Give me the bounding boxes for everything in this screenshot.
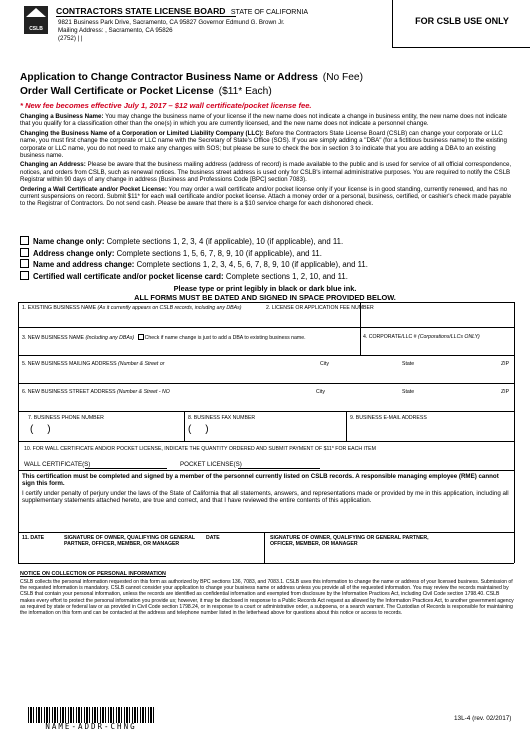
title-line-2-text: Order Wall Certificate or Pocket License bbox=[20, 86, 214, 97]
field-5-note: (Number & Street or bbox=[118, 361, 165, 367]
field-6-label[interactable] bbox=[22, 389, 170, 395]
dated-note: ALL FORMS MUST BE DATED AND SIGNED IN SPACE PROVIDED BELOW. bbox=[134, 293, 396, 302]
field-4-label[interactable] bbox=[363, 334, 480, 340]
title-line-1-text: Application to Change Contractor Business Name or Address bbox=[20, 72, 318, 83]
field-5-text: 5. NEW BUSINESS MAILING ADDRESS bbox=[22, 361, 117, 367]
checklist-label: Name change only: bbox=[33, 237, 105, 246]
instruction-corp-text: Before the Contractors State License Board (CSLB) can change your corporate or LLC name, you must first change the corporate or LLC name with the Secretary of State's Office (SOS). If you are simply adding a "DBA" (for a fictitious business name) to the existing corporate or LLC name, you do not need to make any changes with SOS; but please be sure to check the box in section 3 to indicate that you are adding a DBA to an existing business name. bbox=[20, 129, 507, 160]
form-divider bbox=[346, 411, 347, 441]
checkbox-icon[interactable] bbox=[20, 259, 29, 268]
field-3-text: 3. NEW BUSINESS NAME bbox=[22, 335, 84, 341]
form-rule bbox=[18, 441, 514, 442]
title-line-2 bbox=[20, 86, 272, 97]
field-3-label[interactable] bbox=[22, 334, 306, 341]
field-8-label[interactable]: 8. BUSINESS FAX NUMBER bbox=[188, 415, 256, 421]
instruction-address-heading: Changing an Address: bbox=[20, 161, 86, 169]
state-text: STATE OF CALIFORNIA bbox=[230, 9, 309, 16]
wall-cert-label[interactable]: WALL CERTIFICATE(S) bbox=[24, 461, 91, 468]
board-name-text: CONTRACTORS STATE LICENSE BOARD bbox=[56, 6, 226, 16]
checklist bbox=[20, 236, 516, 282]
form-rule bbox=[18, 355, 514, 356]
checkbox-icon[interactable] bbox=[20, 271, 29, 280]
office-use-box bbox=[392, 0, 530, 48]
checklist-label: Address change only: bbox=[33, 248, 115, 258]
instruction-order-text: You may order a wall certificate and/or pocket license only if your license is in good standing, currently renewed, and has no current suspensions on record. Submit $11* for each wall certificate and/or pocket license. Attach a money order or a personal, business, certified, or cashier's check made payable to the Registrar of Contractors. Do not send cash. Please be aware that there is a $10 service charge for each dishonored check. bbox=[20, 185, 512, 208]
instruction-name-heading: Changing a Business Name: bbox=[20, 113, 104, 120]
instruction-corp bbox=[20, 130, 516, 160]
checklist-item[interactable] bbox=[20, 259, 516, 271]
address-line: 9821 Business Park Drive, Sacramento, CA 95827 Governor Edmund G. Brown Jr. bbox=[58, 19, 285, 26]
checkbox-icon[interactable] bbox=[20, 236, 29, 245]
field-5-label[interactable] bbox=[22, 361, 164, 367]
checklist-item[interactable] bbox=[20, 236, 516, 248]
field-1-label[interactable] bbox=[22, 305, 241, 311]
board-name bbox=[56, 6, 308, 16]
privacy-heading: NOTICE ON COLLECTION OF PERSONAL INFORMATION bbox=[20, 571, 166, 577]
logo-text: CSLB bbox=[29, 26, 43, 32]
field-2-label[interactable]: 2. LICENSE OR APPLICATION FEE NUMBER bbox=[266, 305, 374, 311]
fax-area-code: ( ) bbox=[188, 424, 209, 435]
title-line-2-fee: ($11* Each) bbox=[218, 86, 272, 97]
field-3-note: (Including any DBAs) bbox=[85, 335, 135, 341]
dba-check-text: Check if name change is just to add a DBA to existing business name. bbox=[144, 335, 306, 341]
field-9-label[interactable]: 9. BUSINESS E-MAIL ADDRESS bbox=[350, 415, 427, 421]
phone-line: (2752) | | bbox=[58, 35, 83, 42]
checklist-label: Name and address change: bbox=[33, 260, 135, 270]
instruction-name bbox=[20, 113, 516, 128]
instructions bbox=[20, 113, 516, 208]
zip-label: ZIP bbox=[501, 361, 510, 367]
print-note: Please type or print legibly in black or dark blue ink. bbox=[173, 284, 357, 293]
fee-notice: * New fee becomes effective July 1, 2017 – $12 wall certificate/pocket license fee. bbox=[20, 101, 312, 110]
form-rule bbox=[18, 383, 514, 384]
cslb-logo-icon bbox=[24, 6, 48, 34]
barcode-icon bbox=[28, 707, 154, 723]
form-divider bbox=[264, 532, 265, 563]
field-10-label: 10. FOR WALL CERTIFICATE AND/OR POCKET LICENSE, INDICATE THE QUANTITY ORDERED AND SUBMIT PAYMENT OF $11* FOR EACH ITEM bbox=[24, 446, 376, 452]
field-6-note: (Number & Street - NO bbox=[117, 389, 170, 395]
office-use-label: FOR CSLB USE ONLY bbox=[415, 16, 509, 26]
certification-text: I certify under penalty of perjury under the laws of the State of California that all statements, answers, and representations made or provided by me in this application, including all supplementary statements attached hereto, are true and correct, and that I have reviewed the entire contents of this application. bbox=[22, 490, 509, 505]
checklist-label: Certified wall certificate and/or pocket license card: bbox=[33, 271, 224, 281]
phone-area-code: ( ) bbox=[30, 424, 51, 435]
city-label: City bbox=[316, 389, 325, 395]
instruction-order-heading: Ordering a Wall Certificate and/or Pocket License: bbox=[20, 185, 167, 193]
signature-2-label[interactable]: SIGNATURE OF OWNER, QUALIFYING OR GENERAL PARTNER, OFFICER, MEMBER, OR MANAGER bbox=[270, 535, 429, 547]
checklist-text: Complete sections 1, 2, 3, 4 (if applicable), 10 (if applicable), and 11. bbox=[104, 237, 344, 246]
form-rule bbox=[18, 532, 514, 533]
barcode-text: NAME-ADDR-CHNG bbox=[45, 722, 137, 731]
signature-1-label[interactable]: SIGNATURE OF OWNER, QUALIFYING OR GENERAL PARTNER, OFFICER, MEMBER, OR MANAGER bbox=[64, 535, 195, 547]
pocket-license-label[interactable]: POCKET LICENSE(S) bbox=[180, 461, 242, 468]
privacy-text: CSLB collects the personal information requested on this form as authorized by BPC sections 136, 7083, and 7083.1. CSLB uses this information to change the name or address of your licensed business. Submission of the requested information is mandatory. CSLB cannot consider your application to change your business name or address unless you provide all of the requested information. You may review the records maintained by CSLB that contain your personal information, unless the records are identified as confidential information and exempted from disclosure by the Information Practices Act, including Civil Code section 1798.40. CSLB makes every effort to protect the personal information you provide us; however, it may be disclosed in response to a Public Records Act request as allowed by the Information Practices Act, to another government agency as required by state or federal law or as provided in Civil Code section 1798.24, or in response to a court or administrative order, a subpoena, or a search warrant. The Custodian of Records is responsible for maintaining the information on this form and can be contacted at the address and telephone number listed in the letterhead above for questions about this notice or access to records. bbox=[20, 579, 514, 617]
instruction-order bbox=[20, 186, 516, 208]
field-1-text: 1. EXISTING BUSINESS NAME bbox=[22, 305, 97, 311]
certification-bold: This certification must be completed and signed by a member of the personnel currently listed on CSLB records. A responsible managing employee (RME) cannot sign this form. bbox=[22, 473, 499, 488]
title-line-1-fee: (No Fee) bbox=[322, 72, 363, 83]
state-label: State bbox=[402, 361, 415, 367]
form-rule bbox=[18, 411, 514, 412]
title-line-1 bbox=[20, 72, 363, 83]
checkbox-icon[interactable] bbox=[20, 248, 29, 257]
checklist-text: Complete sections 1, 2, 10, and 11. bbox=[223, 271, 348, 281]
form-rule bbox=[18, 327, 514, 328]
field-4-note: (Corporations/LLCs ONLY) bbox=[417, 334, 480, 340]
field-7-label[interactable]: 7. BUSINESS PHONE NUMBER bbox=[28, 415, 104, 421]
header-rule bbox=[56, 16, 236, 17]
checklist-item[interactable] bbox=[20, 248, 516, 260]
form-rule bbox=[18, 563, 514, 564]
instruction-corp-heading: Changing the Business Name of a Corporation or Limited Liability Company (LLC): bbox=[20, 129, 264, 137]
pocket-license-line bbox=[238, 468, 320, 469]
field-4-text: 4. CORPORATE/LLC # bbox=[363, 334, 417, 340]
wall-cert-line bbox=[85, 468, 167, 469]
checklist-text: Complete sections 1, 5, 6, 7, 8, 9, 10 (if applicable), and 11. bbox=[114, 248, 322, 258]
checklist-item[interactable] bbox=[20, 271, 516, 283]
field-1-note: (As it currently appears on CSLB records, including any DBAs) bbox=[97, 305, 242, 311]
date-2-label: DATE bbox=[206, 535, 220, 541]
instruction-address bbox=[20, 161, 516, 183]
city-label: City bbox=[320, 361, 329, 367]
form-rule bbox=[18, 470, 514, 471]
instruction-address-text: Please be aware that the business mailing address (address of record) is made available to the public and is used for service of all official correspondence, notices, and orders from CSLB, such as renewal notices. The business street address is used only for CSLB's internal administrative purposes. You are required to notify the CSLB Registrar within 90 days of any change in address (Business and Professions Code [BPC] section 7083). bbox=[20, 161, 512, 184]
field-6-text: 6. NEW BUSINESS STREET ADDRESS bbox=[22, 389, 116, 395]
instruction-name-text: You may change the business name of your license if the new name does not indicate a change in business entity, the new name does not indicate that you qualify for a classification other than the one(s) in which you are currently licensed, and the new name does not indicate a personnel change. bbox=[20, 113, 507, 128]
field-11-label: 11. DATE bbox=[22, 535, 45, 541]
form-id: 13L-4 (rev. 02/2017) bbox=[454, 715, 512, 722]
state-label: State bbox=[402, 389, 415, 395]
dba-checkbox[interactable] bbox=[138, 334, 144, 340]
zip-label: ZIP bbox=[501, 389, 510, 395]
form-border-right bbox=[514, 302, 515, 563]
form-rule bbox=[18, 302, 514, 303]
form-border-left bbox=[18, 302, 19, 563]
form-divider bbox=[184, 411, 185, 441]
checklist-text: Complete sections 1, 2, 3, 4, 5, 6, 7, 8, 9, 10 (if applicable), and 11. bbox=[134, 260, 368, 270]
mailing-line: Mailing Address: , Sacramento, CA 95826 bbox=[58, 27, 173, 34]
